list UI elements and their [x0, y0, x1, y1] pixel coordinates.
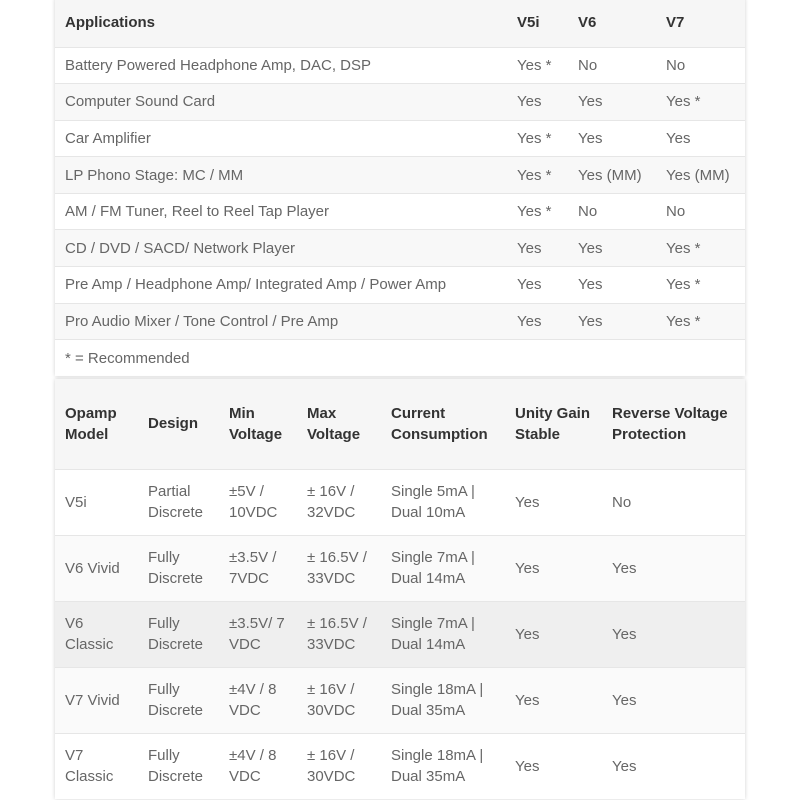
table-row — [55, 47, 745, 84]
column-header: Design — [148, 415, 199, 433]
table-cell: Yes * — [517, 129, 552, 147]
table-cell: Yes — [612, 559, 637, 577]
table-cell: Car Amplifier — [65, 129, 151, 147]
table-cell: Yes — [517, 276, 542, 294]
column-header: Max Voltage — [307, 404, 361, 443]
table-cell: Single 7mA | Dual 14mA — [391, 549, 475, 587]
table-cell: ±3.5V/ 7 VDC — [229, 615, 285, 653]
table-cell: Yes — [612, 691, 637, 709]
applications-table — [55, 0, 745, 376]
column-header: Min Voltage — [229, 404, 283, 443]
table-cell: Yes * — [666, 312, 701, 330]
table-cell: Yes — [578, 93, 603, 111]
column-header: Unity Gain Stable — [515, 404, 591, 443]
table-cell: Yes * — [517, 166, 552, 184]
table-cell: ±5V / 10VDC — [229, 483, 278, 521]
table-cell: Yes — [515, 691, 540, 709]
table-cell: No — [666, 203, 686, 221]
specs-table-card — [55, 379, 745, 799]
table-cell: ±4V / 8 VDC — [229, 747, 277, 786]
column-header: V6 — [578, 13, 597, 31]
table-row — [55, 230, 745, 267]
table-cell: V5i — [65, 493, 87, 511]
table-cell: Yes * — [666, 276, 701, 294]
table-cell: Yes — [515, 493, 540, 511]
table-cell: Single 5mA | Dual 10mA — [391, 483, 475, 521]
table-cell: No — [612, 493, 632, 511]
column-header: V5i — [517, 13, 540, 31]
header-row — [55, 379, 745, 469]
table-cell: ± 16V / 30VDC — [307, 681, 356, 719]
table-cell: ±3.5V / 7VDC — [229, 549, 277, 587]
table-cell: Yes (MM) — [666, 166, 730, 184]
table-cell: Yes — [612, 625, 637, 643]
table-cell: CD / DVD / SACD/ Network Player — [65, 239, 296, 257]
header-row — [55, 0, 745, 47]
table-cell: V6 Classic — [65, 615, 114, 653]
table-row — [55, 193, 745, 230]
table-cell: Fully Discrete — [148, 747, 204, 786]
table-cell: Fully Discrete — [148, 549, 204, 587]
table-row — [55, 157, 745, 194]
table-row — [55, 303, 745, 340]
table-cell: Fully Discrete — [148, 681, 204, 719]
table-cell: Yes (MM) — [578, 166, 642, 184]
table-cell: V7 Classic — [65, 747, 114, 786]
table-cell: AM / FM Tuner, Reel to Reel Tap Player — [65, 203, 330, 221]
table-cell: Yes — [517, 93, 542, 111]
table-cell: Yes — [517, 239, 542, 257]
column-header: Reverse Voltage Protection — [612, 404, 728, 443]
column-header: Applications — [65, 13, 156, 31]
table-cell: V6 Vivid — [65, 559, 120, 577]
table-cell: Single 18mA | Dual 35mA — [391, 747, 484, 786]
applications-table-card — [55, 0, 745, 376]
footnote-row — [55, 340, 745, 377]
table-row — [55, 535, 745, 601]
table-cell: Battery Powered Headphone Amp, DAC, DSP — [65, 56, 371, 74]
table-cell: Pro Audio Mixer / Tone Control / Pre Amp — [65, 312, 339, 330]
table-cell: ± 16.5V / 33VDC — [307, 615, 367, 653]
table-cell: Yes * — [666, 239, 701, 257]
table-cell: Yes — [515, 757, 540, 775]
table-cell: ± 16V / 30VDC — [307, 747, 356, 786]
table-cell: Yes — [666, 129, 691, 147]
table-cell: Yes — [578, 129, 603, 147]
table-row — [55, 601, 745, 667]
column-header: Opamp Model — [65, 404, 117, 443]
table-cell: Yes * — [666, 93, 701, 111]
table-cell: No — [578, 56, 598, 74]
table-cell: Yes — [578, 239, 603, 257]
footnote: * = Recommended — [65, 349, 190, 367]
table-cell: ± 16.5V / 33VDC — [307, 549, 367, 587]
table-cell: Single 18mA | Dual 35mA — [391, 681, 484, 719]
table-cell: Yes — [612, 757, 637, 775]
table-cell: Single 7mA | Dual 14mA — [391, 615, 475, 653]
table-cell: Yes — [578, 276, 603, 294]
table-row — [55, 120, 745, 157]
table-cell: Yes * — [517, 56, 552, 74]
table-row — [55, 84, 745, 121]
table-cell: Yes — [515, 559, 540, 577]
table-cell: Yes — [515, 625, 540, 643]
table-cell: Pre Amp / Headphone Amp/ Integrated Amp / Power Amp — [65, 276, 447, 294]
table-cell: Yes — [517, 312, 542, 330]
table-cell: Computer Sound Card — [65, 93, 216, 111]
column-header: V7 — [666, 13, 685, 31]
table-row — [55, 267, 745, 304]
table-cell: V7 Vivid — [65, 691, 120, 709]
column-header: Current Consumption — [391, 404, 488, 443]
table-cell: Yes — [578, 312, 603, 330]
table-cell: ±4V / 8 VDC — [229, 681, 277, 719]
table-row — [55, 733, 745, 799]
table-cell: LP Phono Stage: MC / MM — [65, 166, 244, 184]
table-cell: Fully Discrete — [148, 615, 204, 653]
table-cell: Yes * — [517, 203, 552, 221]
specs-table — [55, 379, 745, 799]
table-row — [55, 469, 745, 535]
table-cell: No — [666, 56, 686, 74]
table-row — [55, 667, 745, 733]
table-cell: No — [578, 203, 598, 221]
table-cell: ± 16V / 32VDC — [307, 483, 356, 521]
table-cell: Partial Discrete — [148, 483, 204, 521]
